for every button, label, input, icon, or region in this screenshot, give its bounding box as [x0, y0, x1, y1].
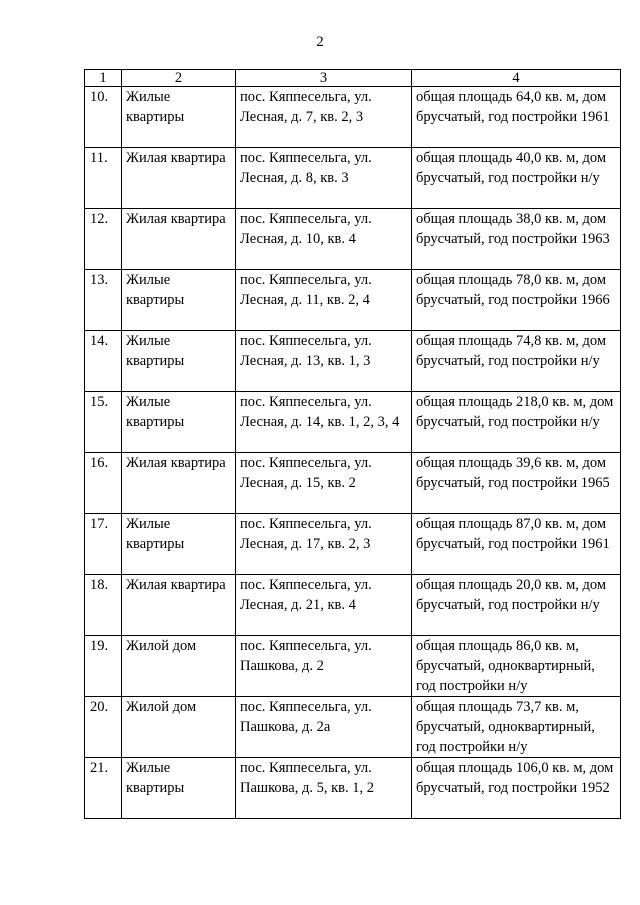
- object-description: общая площадь 64,0 кв. м, дом брусчатый, год постройки 1961: [412, 87, 621, 148]
- object-address: пос. Кяппесельга, ул. Лесная, д. 11, кв. 2, 4: [236, 270, 412, 331]
- table-header: [85, 70, 621, 87]
- object-description: общая площадь 20,0 кв. м, дом брусчатый, год постройки н/у: [412, 575, 621, 636]
- object-address: пос. Кяппесельга, ул. Пашкова, д. 2а: [236, 697, 412, 758]
- row-number: 13.: [85, 270, 122, 331]
- table-row: [85, 148, 621, 209]
- table-row: [85, 331, 621, 392]
- object-address: пос. Кяппесельга, ул. Лесная, д. 15, кв. 2: [236, 453, 412, 514]
- object-description: общая площадь 74,8 кв. м, дом брусчатый, год постройки н/у: [412, 331, 621, 392]
- table-row: [85, 575, 621, 636]
- object-type: Жилой дом: [122, 697, 236, 758]
- object-type: Жилая квартира: [122, 453, 236, 514]
- row-number: 21.: [85, 758, 122, 819]
- object-type: Жилые квартиры: [122, 758, 236, 819]
- table-row: [85, 392, 621, 453]
- table-row: [85, 209, 621, 270]
- row-number: 20.: [85, 697, 122, 758]
- object-address: пос. Кяппесельга, ул. Лесная, д. 7, кв. 2, 3: [236, 87, 412, 148]
- header-row: [85, 70, 621, 87]
- object-address: пос. Кяппесельга, ул. Пашкова, д. 5, кв. 1, 2: [236, 758, 412, 819]
- object-type: Жилые квартиры: [122, 331, 236, 392]
- object-type: Жилой дом: [122, 636, 236, 697]
- object-description: общая площадь 106,0 кв. м, дом брусчатый, год постройки 1952: [412, 758, 621, 819]
- row-number: 15.: [85, 392, 122, 453]
- object-type: Жилая квартира: [122, 148, 236, 209]
- table-row: [85, 758, 621, 819]
- object-description: общая площадь 218,0 кв. м, дом брусчатый, год постройки н/у: [412, 392, 621, 453]
- row-number: 17.: [85, 514, 122, 575]
- column-header-3: 3: [236, 70, 412, 87]
- object-description: общая площадь 86,0 кв. м, брусчатый, одноквартирный, год постройки н/у: [412, 636, 621, 697]
- object-description: общая площадь 39,6 кв. м, дом брусчатый, год постройки 1965: [412, 453, 621, 514]
- object-type: Жилые квартиры: [122, 514, 236, 575]
- table-row: [85, 87, 621, 148]
- page-number: 2: [316, 34, 324, 50]
- object-address: пос. Кяппесельга, ул. Пашкова, д. 2: [236, 636, 412, 697]
- object-description: общая площадь 78,0 кв. м, дом брусчатый, год постройки 1966: [412, 270, 621, 331]
- object-type: Жилые квартиры: [122, 392, 236, 453]
- table-row: [85, 270, 621, 331]
- row-number: 18.: [85, 575, 122, 636]
- column-header-4: 4: [412, 70, 621, 87]
- object-description: общая площадь 73,7 кв. м, брусчатый, одноквартирный, год постройки н/у: [412, 697, 621, 758]
- object-type: Жилые квартиры: [122, 87, 236, 148]
- row-number: 16.: [85, 453, 122, 514]
- row-number: 12.: [85, 209, 122, 270]
- table-row: [85, 453, 621, 514]
- object-address: пос. Кяппесельга, ул. Лесная, д. 13, кв. 1, 3: [236, 331, 412, 392]
- property-table: [84, 69, 621, 819]
- table-body: [85, 87, 621, 819]
- row-number: 14.: [85, 331, 122, 392]
- column-header-1: 1: [85, 70, 122, 87]
- object-address: пос. Кяппесельга, ул. Лесная, д. 14, кв. 1, 2, 3, 4: [236, 392, 412, 453]
- row-number: 11.: [85, 148, 122, 209]
- table-row: [85, 697, 621, 758]
- column-header-2: 2: [122, 70, 236, 87]
- object-type: Жилые квартиры: [122, 270, 236, 331]
- object-description: общая площадь 87,0 кв. м, дом брусчатый, год постройки 1961: [412, 514, 621, 575]
- object-description: общая площадь 40,0 кв. м, дом брусчатый, год постройки н/у: [412, 148, 621, 209]
- object-address: пос. Кяппесельга, ул. Лесная, д. 10, кв. 4: [236, 209, 412, 270]
- object-type: Жилая квартира: [122, 575, 236, 636]
- object-description: общая площадь 38,0 кв. м, дом брусчатый, год постройки 1963: [412, 209, 621, 270]
- table-row: [85, 636, 621, 697]
- object-address: пос. Кяппесельга, ул. Лесная, д. 17, кв. 2, 3: [236, 514, 412, 575]
- table-row: [85, 514, 621, 575]
- object-address: пос. Кяппесельга, ул. Лесная, д. 21, кв. 4: [236, 575, 412, 636]
- object-type: Жилая квартира: [122, 209, 236, 270]
- row-number: 19.: [85, 636, 122, 697]
- object-address: пос. Кяппесельга, ул. Лесная, д. 8, кв. 3: [236, 148, 412, 209]
- row-number: 10.: [85, 87, 122, 148]
